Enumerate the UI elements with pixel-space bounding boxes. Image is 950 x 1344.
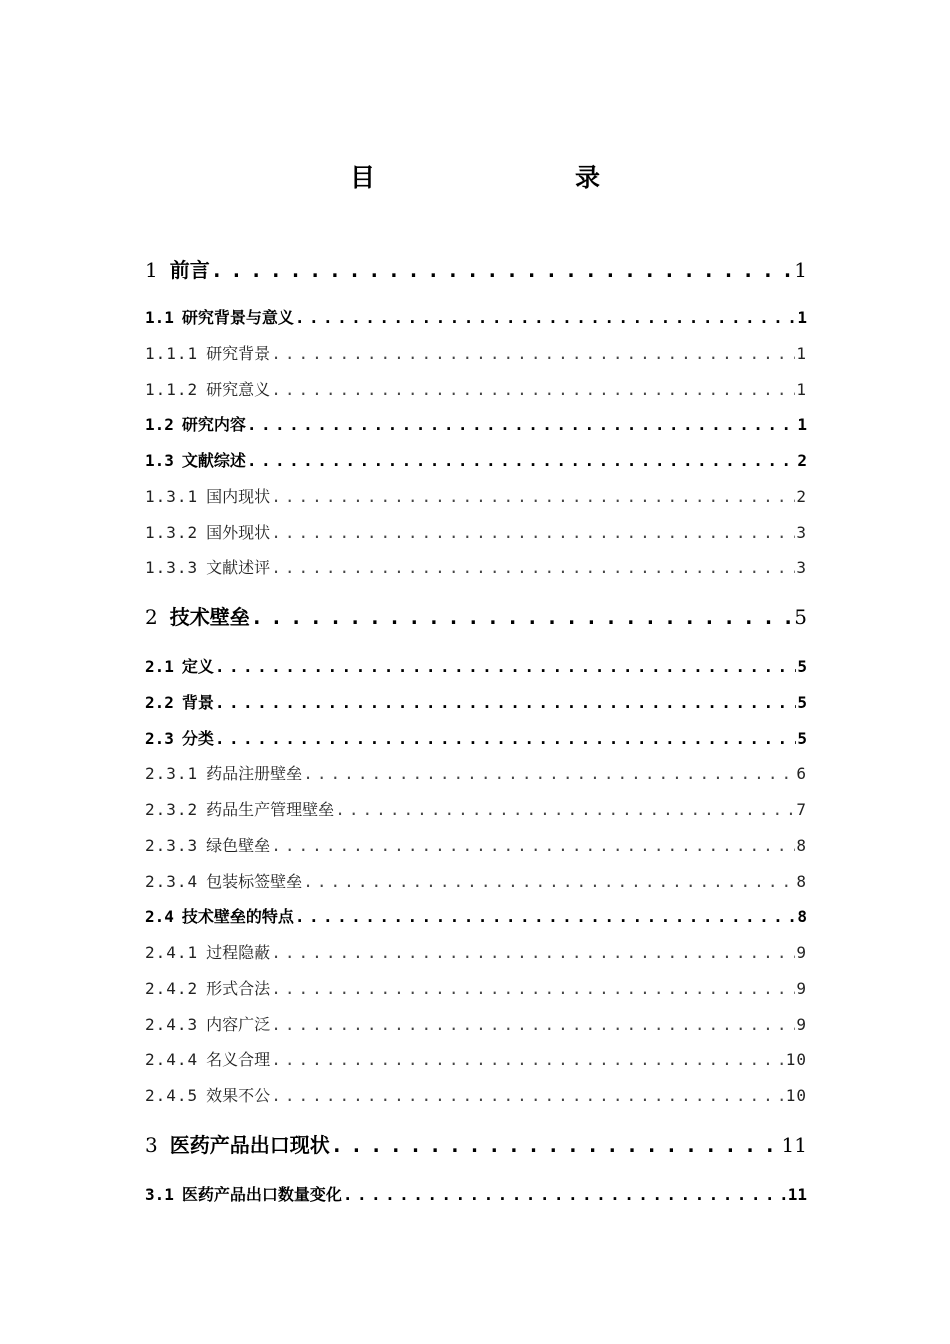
toc-entry-page: 1 bbox=[797, 415, 807, 434]
toc-entry-title: 研究背景与意义 bbox=[181, 308, 294, 327]
toc-entry-page: 11 bbox=[787, 1185, 807, 1204]
toc-entry[interactable] bbox=[145, 448, 807, 471]
toc-dot-leader bbox=[271, 487, 795, 506]
toc-entry-title: 研究内容 bbox=[181, 415, 246, 434]
toc-entry[interactable] bbox=[145, 305, 807, 328]
toc-entry-page: 5 bbox=[794, 605, 807, 629]
toc-entry-title: 前言 bbox=[169, 258, 210, 282]
toc-dot-leader bbox=[215, 693, 796, 712]
toc-dot-leader bbox=[271, 1086, 785, 1105]
toc-entry-title: 药品生产管理壁垒 bbox=[206, 800, 335, 819]
toc-entry-number: 1.3.1 bbox=[145, 487, 199, 506]
toc-entry-title: 研究意义 bbox=[206, 380, 271, 399]
toc-dot-leader bbox=[251, 605, 794, 629]
toc-entry[interactable] bbox=[145, 869, 807, 892]
toc-entry[interactable] bbox=[145, 1182, 807, 1205]
toc-entry-number: 2.4.3 bbox=[145, 1015, 199, 1034]
toc-entry[interactable] bbox=[145, 520, 807, 543]
toc-entry-title: 分类 bbox=[181, 729, 214, 748]
toc-entry-page: 5 bbox=[797, 729, 807, 748]
toc-entry-number: 2.4.4 bbox=[145, 1050, 199, 1069]
toc-entry-title: 过程隐蔽 bbox=[206, 943, 271, 962]
toc-dot-leader bbox=[271, 344, 795, 363]
toc-entry-title: 文献述评 bbox=[206, 558, 271, 577]
toc-entry-number: 2.4 bbox=[145, 907, 174, 926]
toc-entry-title: 医药产品出口数量变化 bbox=[181, 1185, 342, 1204]
toc-dot-leader bbox=[271, 836, 795, 855]
toc-entry-page: 9 bbox=[796, 979, 807, 998]
toc-dot-leader bbox=[215, 657, 796, 676]
toc-entry-number: 1.1 bbox=[145, 308, 174, 327]
toc-entry-number: 3 bbox=[145, 1133, 158, 1157]
toc-entry-page: 1 bbox=[796, 344, 807, 363]
toc-entry-title: 绿色壁垒 bbox=[206, 836, 271, 855]
toc-entry-page: 7 bbox=[796, 800, 807, 819]
toc-dot-leader bbox=[211, 258, 794, 282]
toc-dot-leader bbox=[295, 907, 796, 926]
toc-entry-number: 2.2 bbox=[145, 693, 174, 712]
toc-entry-page: 5 bbox=[797, 693, 807, 712]
page-title: 目 录 bbox=[349, 163, 650, 192]
toc-entry-number: 1.3 bbox=[145, 451, 174, 470]
toc-entry-page: 1 bbox=[794, 258, 807, 282]
toc-entry-title: 背景 bbox=[181, 693, 214, 712]
toc-entry-page: 2 bbox=[797, 451, 807, 470]
toc-entry-title: 效果不公 bbox=[206, 1086, 271, 1105]
toc-entry[interactable] bbox=[145, 1129, 807, 1158]
toc-entry-page: 8 bbox=[796, 836, 807, 855]
toc-dot-leader bbox=[335, 800, 795, 819]
toc-entry-page: 10 bbox=[785, 1050, 807, 1069]
toc-entry[interactable] bbox=[145, 976, 807, 999]
toc-dot-leader bbox=[295, 308, 796, 327]
toc-entry-number: 3.1 bbox=[145, 1185, 174, 1204]
toc-entry-title: 技术壁垒 bbox=[169, 605, 250, 629]
toc-entry[interactable] bbox=[145, 690, 807, 713]
toc-entry[interactable] bbox=[145, 601, 807, 630]
toc-dot-leader bbox=[303, 764, 795, 783]
toc-entry[interactable] bbox=[145, 797, 807, 820]
toc-entry-title: 名义合理 bbox=[206, 1050, 271, 1069]
toc-entry[interactable] bbox=[145, 1047, 807, 1070]
toc-entry-page: 9 bbox=[796, 943, 807, 962]
toc-entry[interactable] bbox=[145, 412, 807, 435]
toc-dot-leader bbox=[247, 451, 796, 470]
toc-entry-page: 3 bbox=[796, 523, 807, 542]
toc-dot-leader bbox=[271, 1050, 785, 1069]
toc-entry-page: 9 bbox=[796, 1015, 807, 1034]
toc-entry[interactable] bbox=[145, 377, 807, 400]
toc-entry-title: 研究背景 bbox=[206, 344, 271, 363]
toc-entry[interactable] bbox=[145, 1012, 807, 1035]
toc-entry-number: 2.4.1 bbox=[145, 943, 199, 962]
toc-entry-number: 2.4.5 bbox=[145, 1086, 199, 1105]
toc-dot-leader bbox=[247, 415, 796, 434]
toc-dot-leader bbox=[271, 523, 795, 542]
toc-dot-leader bbox=[271, 558, 795, 577]
toc-entry-number: 1.3.2 bbox=[145, 523, 199, 542]
toc-entry-title: 内容广泛 bbox=[206, 1015, 271, 1034]
toc-entry-page: 8 bbox=[796, 872, 807, 891]
toc-entry-page: 10 bbox=[785, 1086, 807, 1105]
toc-entry[interactable] bbox=[145, 654, 807, 677]
toc-entry-title: 形式合法 bbox=[206, 979, 271, 998]
toc-entry[interactable] bbox=[145, 555, 807, 578]
toc-entry-page: 8 bbox=[797, 907, 807, 926]
toc-entry-title: 包装标签壁垒 bbox=[206, 872, 303, 891]
toc-dot-leader bbox=[271, 380, 795, 399]
toc-dot-leader bbox=[331, 1133, 781, 1157]
toc-entry-page: 6 bbox=[796, 764, 807, 783]
toc-dot-leader bbox=[303, 872, 795, 891]
toc-entry[interactable] bbox=[145, 940, 807, 963]
toc-entry-title: 医药产品出口现状 bbox=[169, 1133, 330, 1157]
toc-entry-number: 2.3 bbox=[145, 729, 174, 748]
toc-entry-page: 1 bbox=[797, 308, 807, 327]
toc-entry-number: 1.1.2 bbox=[145, 380, 199, 399]
toc-dot-leader bbox=[215, 729, 796, 748]
toc-entry-number: 2.3.4 bbox=[145, 872, 199, 891]
toc-entry[interactable] bbox=[145, 726, 807, 749]
toc-entry-number: 2.3.1 bbox=[145, 764, 199, 783]
toc-entry[interactable] bbox=[145, 904, 807, 927]
toc-entry-page: 5 bbox=[797, 657, 807, 676]
toc-entry-title: 国内现状 bbox=[206, 487, 271, 506]
toc-entry[interactable] bbox=[145, 484, 807, 507]
toc-entry[interactable] bbox=[145, 341, 807, 364]
toc-entry-number: 1.1.1 bbox=[145, 344, 199, 363]
toc-entry-page: 1 bbox=[796, 380, 807, 399]
toc-entry-number: 2.4.2 bbox=[145, 979, 199, 998]
toc-entry[interactable] bbox=[145, 1083, 807, 1106]
toc-entry-number: 2.3.3 bbox=[145, 836, 199, 855]
toc-entry-page: 3 bbox=[796, 558, 807, 577]
toc-entry-number: 2.1 bbox=[145, 657, 174, 676]
toc-entry[interactable] bbox=[145, 761, 807, 784]
toc-entry-number: 1.3.3 bbox=[145, 558, 199, 577]
toc-dot-leader bbox=[271, 943, 795, 962]
toc-dot-leader bbox=[271, 979, 795, 998]
toc-entry-number: 2 bbox=[145, 605, 158, 629]
toc-entry-page: 2 bbox=[796, 487, 807, 506]
toc-entry-number: 2.3.2 bbox=[145, 800, 199, 819]
toc-entry-title: 国外现状 bbox=[206, 523, 271, 542]
toc-dot-leader bbox=[271, 1015, 795, 1034]
toc-entry-title: 药品注册壁垒 bbox=[206, 764, 303, 783]
toc-entry-title: 文献综述 bbox=[181, 451, 246, 470]
toc-entry-number: 1 bbox=[145, 258, 158, 282]
toc-entry-number: 1.2 bbox=[145, 415, 174, 434]
toc-entry[interactable] bbox=[145, 833, 807, 856]
toc-entry-page: 11 bbox=[781, 1133, 807, 1157]
toc-entry-title: 技术壁垒的特点 bbox=[181, 907, 294, 926]
toc-entry-title: 定义 bbox=[181, 657, 214, 676]
toc-dot-leader bbox=[343, 1185, 787, 1204]
toc-entry[interactable] bbox=[145, 254, 807, 283]
